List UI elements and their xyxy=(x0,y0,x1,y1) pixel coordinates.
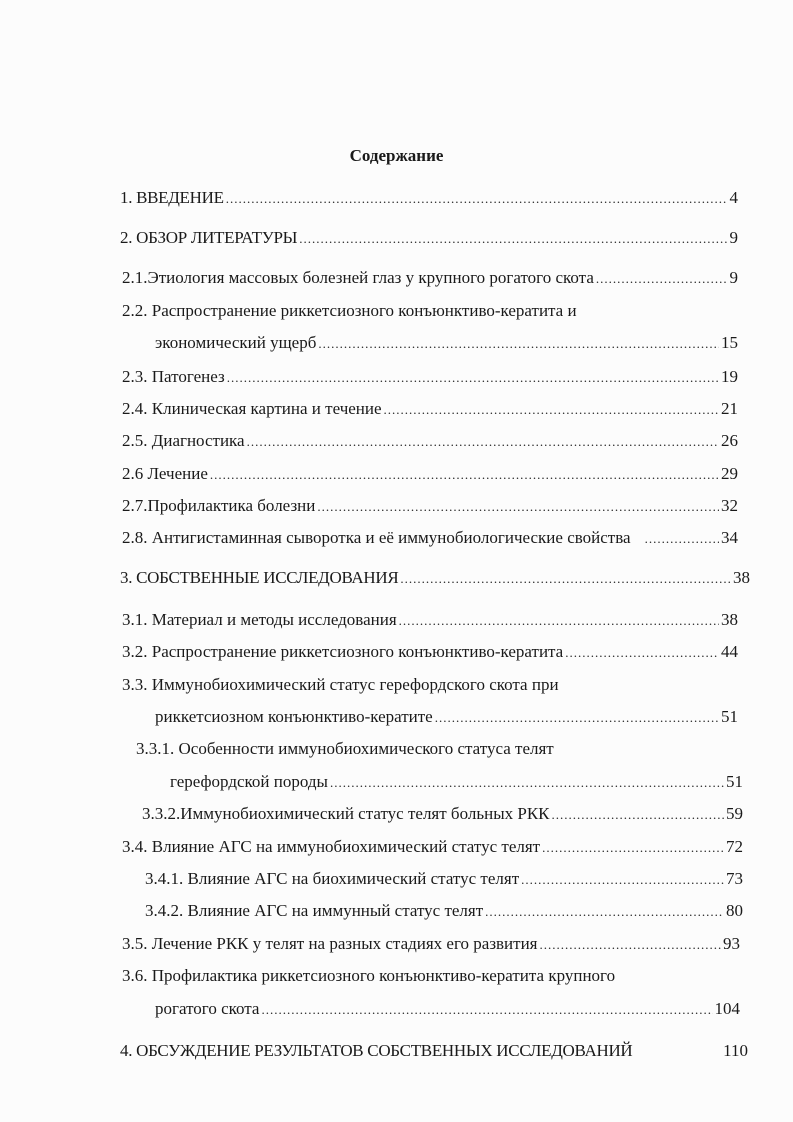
toc-entry-label: 3.4.1. Влияние АГС на биохимический статус телят xyxy=(145,869,520,888)
toc-entry[interactable] xyxy=(122,495,738,518)
toc-page-number: 59 xyxy=(726,804,743,823)
dot-leader xyxy=(645,528,719,550)
toc-entry-label: 2.4. Клиническая картина и течение xyxy=(122,399,382,418)
toc-entry[interactable] xyxy=(155,332,738,355)
toc-page-number: 80 xyxy=(726,901,743,920)
toc-entry[interactable] xyxy=(145,900,743,923)
toc-entry-label: 2. ОБЗОР ЛИТЕРАТУРЫ xyxy=(120,228,298,247)
dot-leader xyxy=(435,707,719,729)
toc-page-number: 19 xyxy=(721,367,738,386)
toc-entry-label: рогатого скота xyxy=(155,999,260,1018)
dot-leader xyxy=(384,399,719,421)
dot-leader xyxy=(330,772,724,794)
toc-entry-label: 2.1.Этиология массовых болезней глаз у крупного рогатого скота xyxy=(122,268,594,287)
toc-page-number: 32 xyxy=(721,496,738,515)
toc-entry-label: 1. ВВЕДЕНИЕ xyxy=(120,188,224,207)
dot-leader xyxy=(399,610,719,632)
dot-leader xyxy=(400,568,731,590)
toc-page-number: 93 xyxy=(723,934,740,953)
toc-entry-label: 2.5. Диагностика xyxy=(122,431,245,450)
toc-page-number: 51 xyxy=(726,772,743,791)
dot-leader xyxy=(565,642,719,664)
toc-entry[interactable] xyxy=(122,641,738,664)
toc-entry-line[interactable] xyxy=(122,965,740,987)
dot-leader xyxy=(226,188,728,210)
toc-page-number: 15 xyxy=(721,333,738,352)
dot-leader xyxy=(542,837,724,859)
page-title: Содержание xyxy=(349,146,444,165)
toc-page-number: 38 xyxy=(721,610,738,629)
toc-page-number: 73 xyxy=(726,869,743,888)
toc-entry-label: 2.3. Патогенез xyxy=(122,367,225,386)
toc-entry-label: 3.3. Иммунобиохимический статус герефордского скота при xyxy=(122,675,559,694)
toc-page-number: 26 xyxy=(721,431,738,450)
toc-entry[interactable] xyxy=(170,771,743,794)
toc-page-number: 9 xyxy=(729,268,738,287)
toc-entry[interactable] xyxy=(122,609,738,632)
toc-entry-label: 3.4.2. Влияние АГС на иммунный статус телят xyxy=(145,901,484,920)
toc-page-number: 29 xyxy=(721,464,738,483)
toc-page-number: 38 xyxy=(733,568,750,587)
toc-entry[interactable] xyxy=(145,868,743,891)
toc-entry-line[interactable] xyxy=(122,674,738,696)
toc-entry-label: 3.3.2.Иммунобиохимический статус телят больных РКК xyxy=(142,804,550,823)
toc-page-number: 9 xyxy=(729,228,738,247)
toc-entry-label: экономический ущерб xyxy=(155,333,317,352)
dot-leader xyxy=(521,869,724,891)
toc-entry[interactable] xyxy=(122,463,738,486)
toc-entry-label: 3.4. Влияние АГС на иммунобиохимический статус телят xyxy=(122,837,541,856)
dot-leader xyxy=(540,934,721,956)
toc-entry[interactable] xyxy=(122,836,743,859)
toc-entry-label: 2.2. Распространение риккетсиозного конъюнктиво-кератита и xyxy=(122,301,577,320)
toc-entry[interactable] xyxy=(120,567,750,590)
toc-page-number: 51 xyxy=(721,707,738,726)
dot-leader xyxy=(552,804,725,826)
toc-entry-label: 3.3.1. Особенности иммунобиохимического статуса телят xyxy=(136,739,554,758)
dot-leader xyxy=(596,268,728,290)
toc-entry[interactable] xyxy=(155,706,738,729)
toc-entry-label: герефордской породы xyxy=(170,772,328,791)
toc-entry-label: 2.8. Антигистаминная сыворотка и её иммунобиологические свойства xyxy=(122,528,631,547)
toc-entry[interactable] xyxy=(122,933,740,956)
toc-page-number: 4 xyxy=(729,188,738,207)
toc-page-number: 34 xyxy=(721,528,738,547)
toc-entry[interactable] xyxy=(120,227,738,250)
toc-entry[interactable] xyxy=(122,267,738,290)
dot-leader xyxy=(210,464,719,486)
toc-entry-label: 3.2. Распространение риккетсиозного конъюнктиво-кератита xyxy=(122,642,564,661)
toc-page-number: 110 xyxy=(723,1041,748,1060)
toc-entry-label: 4. ОБСУЖДЕНИЕ РЕЗУЛЬТАТОВ СОБСТВЕННЫХ ИССЛЕДОВАНИЙ xyxy=(120,1041,633,1060)
toc-entry[interactable] xyxy=(142,803,743,826)
toc-entry[interactable] xyxy=(122,398,738,421)
toc-entry[interactable] xyxy=(122,366,738,389)
toc-entry-label: 3.5. Лечение РКК у телят на разных стадиях его развития xyxy=(122,934,538,953)
dot-leader xyxy=(318,333,719,355)
dot-leader xyxy=(227,367,719,389)
dot-leader xyxy=(299,228,727,250)
toc-entry-line[interactable] xyxy=(122,300,738,322)
toc-entry-label: 2.7.Профилактика болезни xyxy=(122,496,316,515)
toc-entry[interactable] xyxy=(122,430,738,453)
dot-leader xyxy=(247,431,719,453)
toc-page-number: 72 xyxy=(726,837,743,856)
toc-entry-label: 3. СОБСТВЕННЫЕ ИССЛЕДОВАНИЯ xyxy=(120,568,399,587)
toc-entry-line[interactable] xyxy=(136,738,738,760)
toc-entry-label: риккетсиозном конъюнктиво-кератите xyxy=(155,707,433,726)
toc-page-number: 104 xyxy=(714,999,740,1018)
toc-entry-label: 3.1. Материал и методы исследования xyxy=(122,610,397,629)
dot-leader xyxy=(261,999,712,1021)
toc-entry-label: 2.6 Лечение xyxy=(122,464,208,483)
toc-entry[interactable] xyxy=(122,527,738,550)
toc-entry[interactable] xyxy=(155,998,740,1021)
dot-leader xyxy=(485,901,724,923)
toc-page-number: 21 xyxy=(721,399,738,418)
toc-entry-label: 3.6. Профилактика риккетсиозного конъюнктиво-кератита крупного xyxy=(122,966,616,985)
toc-entry[interactable] xyxy=(120,1040,748,1062)
toc-entry[interactable] xyxy=(120,187,738,210)
toc-page-number: 44 xyxy=(721,642,738,661)
dot-leader xyxy=(317,496,719,518)
